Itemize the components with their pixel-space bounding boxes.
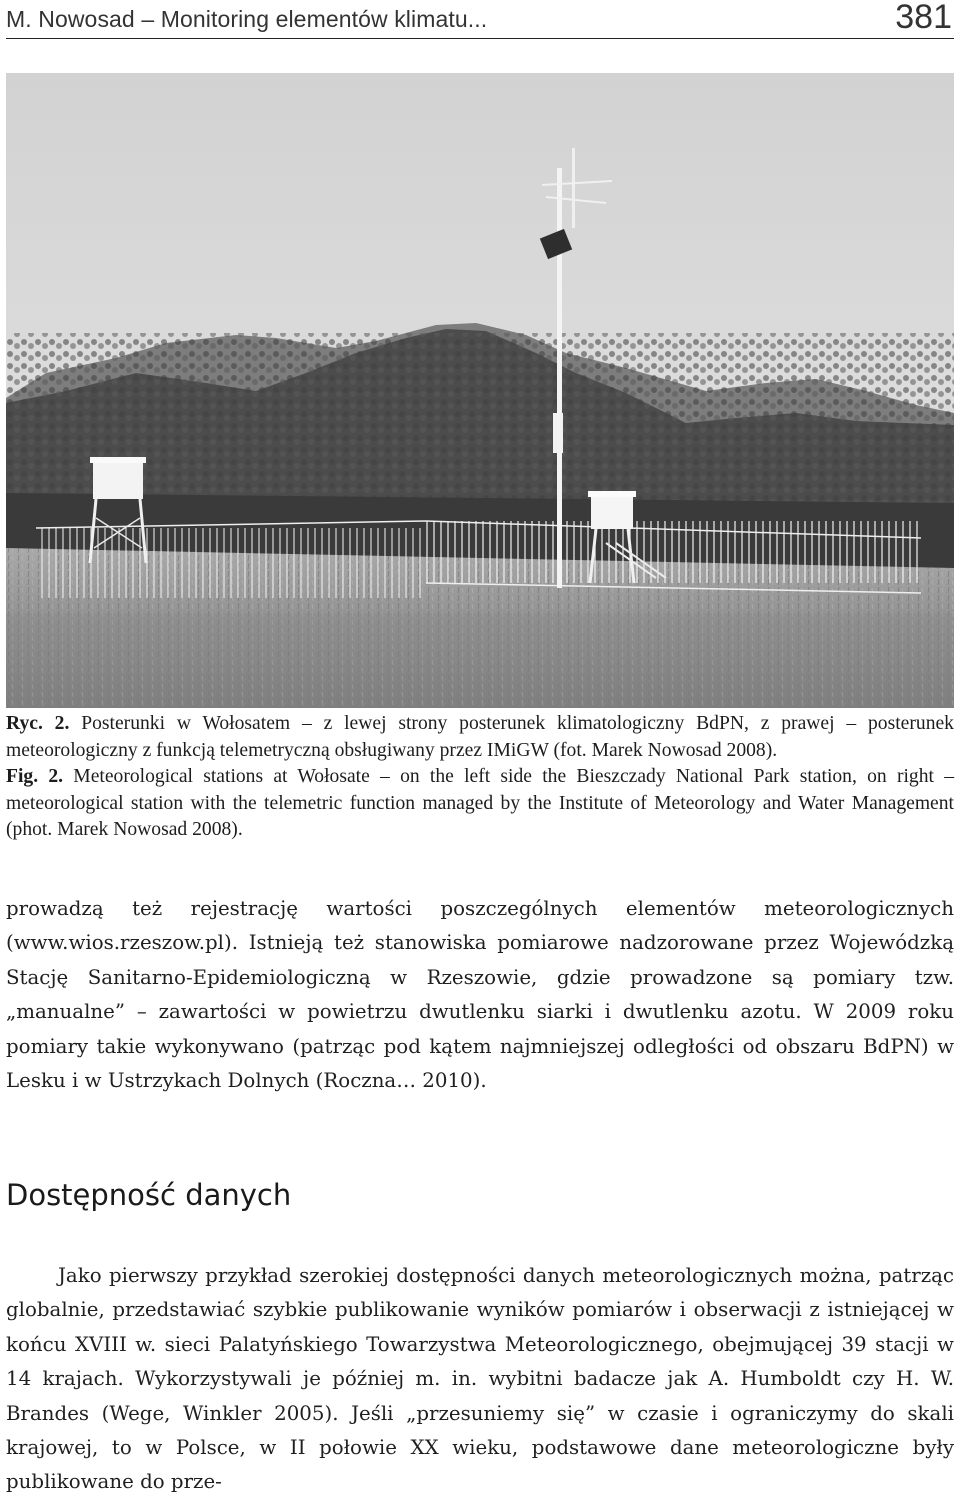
body-paragraph-2: Jako pierwszy przykład szerokiej dostępności danych meteorologicznych można, patrząc globalnie, przedstawiać szybkie publikowanie wyników pomiarów i obserwacji z istniejącej w końcu XVIII w. sieci Palatyńskiego Towarzystwa Meteorologicznego, obejmującej 39 stacji w 14 krajach. Wykorzystywali je później m. in. wybitni badacze jak A. Humboldt czy H. W. Brandes (Wege, Winkler 2005). Jeśli „przesuniemy się” w czasie i ograniczymy do skali krajowej, to w Polsce, w II połowie XX wieku, podstawowe dane meteorologiczne były publikowane do prze- <box>6 1264 954 1494</box>
photo-meteorological-stations <box>6 73 954 708</box>
caption-polish-label: Ryc. 2. <box>6 713 70 734</box>
body-paragraph-1: prowadzą też rejestrację wartości poszczególnych elementów meteorologicznych (www.wios.rzeszow.pl). Istnieją też stanowiska pomiarowe nadzorowane przez Wojewódzką Stację Sanitarno-Epidemiologiczną w Rzeszowie, gdzie prowadzone są pomiary tzw. „manualne” – zawartości w powietrzu dwutlenku siarki i dwutlenku azotu. W 2009 roku pomiary takie wykonywano (patrząc pod kątem najmniejszej odległości od obszaru BdPN) w Lesku i w Ustrzykach Dolnych (Roczna… 2010). <box>6 897 954 1093</box>
page-number: 381 <box>895 0 952 36</box>
caption-polish <box>6 711 954 764</box>
caption-english-label: Fig. 2. <box>6 766 64 787</box>
figure-caption <box>6 711 954 844</box>
running-head-title: M. Nowosad – Monitoring elementów klimatu... <box>6 6 488 32</box>
caption-english-text: Meteorological stations at Wołosate – on the left side the Bieszczady National Park station, on right – meteorological station with the telemetric function managed by the Institute of Meteorology and Water Management (phot. Marek Nowosad 2008). <box>6 766 954 840</box>
figure-photo <box>6 73 954 708</box>
caption-polish-text: Posterunki w Wołosatem – z lewej strony posterunek klimatologiczny BdPN, z prawej – posterunek meteorologiczny z funkcją telemetryczną obsługiwany przez IMiGW (fot. Marek Nowosad 2008). <box>6 713 954 761</box>
running-header <box>6 2 954 39</box>
section-heading: Dostępność danych <box>6 1178 292 1212</box>
caption-english <box>6 764 954 844</box>
